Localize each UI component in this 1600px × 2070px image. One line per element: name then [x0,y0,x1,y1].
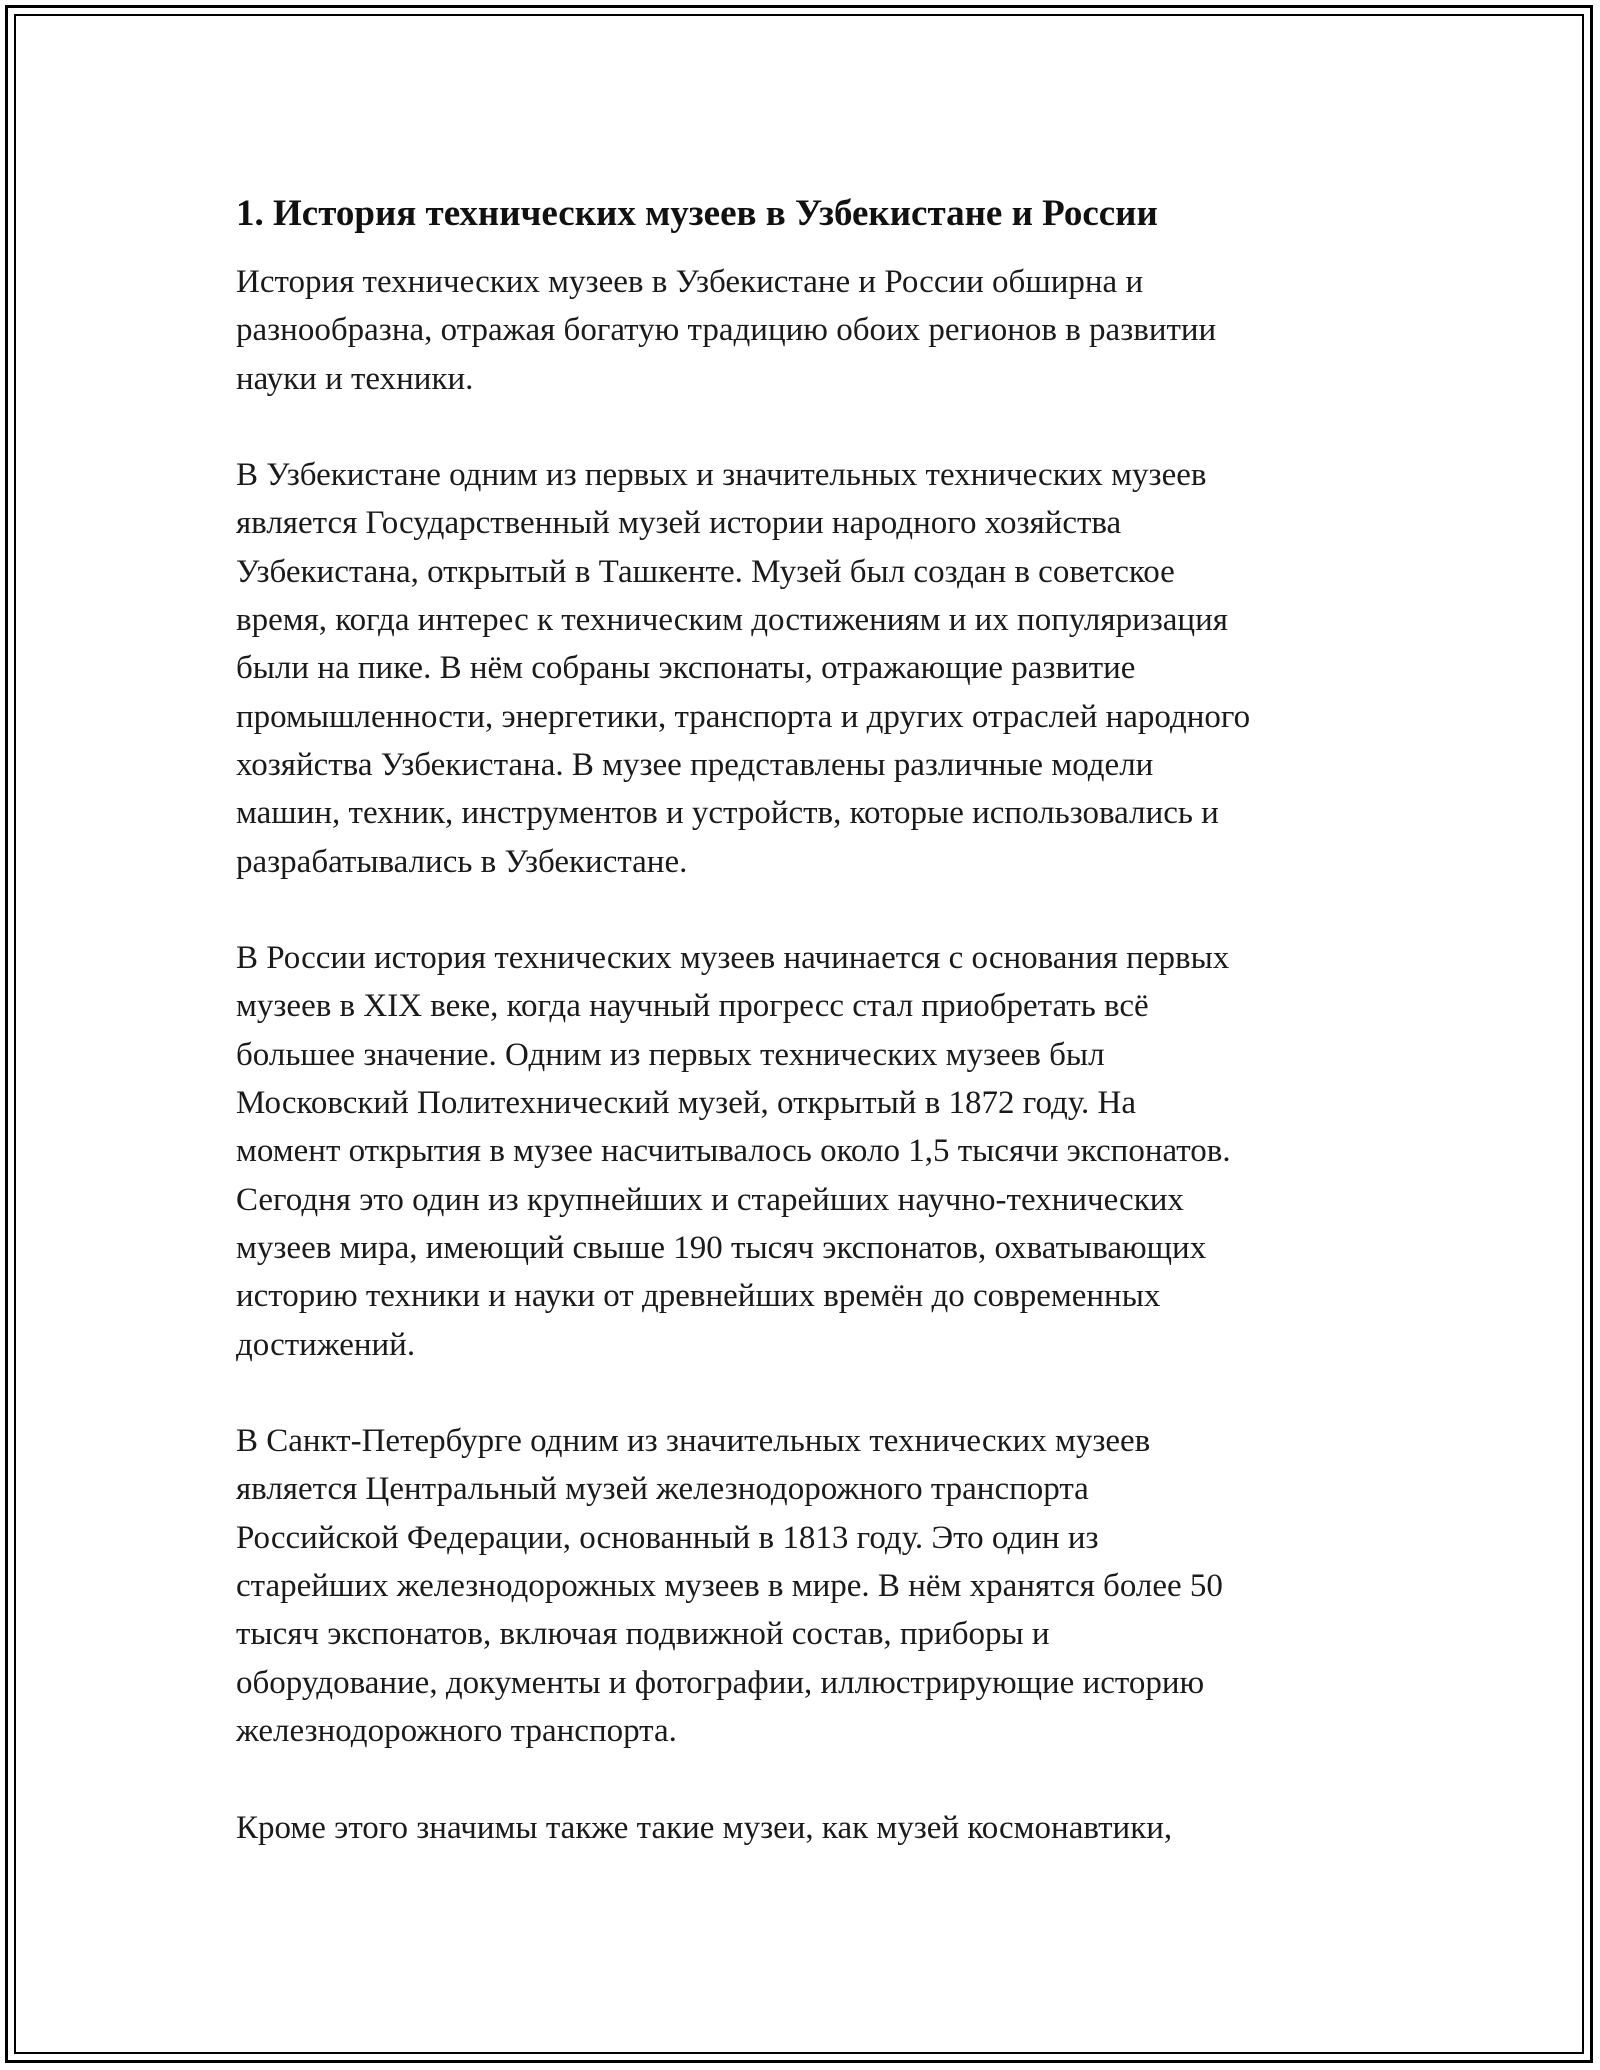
text-line: разрабатывались в Узбекистане. [236,843,688,880]
text-line: Московский Политехнический музей, открытый в 1872 году. На [236,1085,1137,1122]
paragraph-russia [236,934,1376,1369]
text-line: Кроме этого значимы также такие музеи, как музей космонавтики, [236,1809,1173,1846]
text-line: хозяйства Узбекистана. В музее представлены различные модели [236,746,1154,783]
text-line: науки и техники. [236,360,474,397]
text-line: разнообразна, отражая богатую традицию обоих регионов в развитии [236,312,1217,349]
text-line: Узбекистана, открытый в Ташкенте. Музей был создан в советское [236,553,1175,590]
section-heading: 1. История технических музеев в Узбекистане и России [236,193,1158,234]
text-line: оборудование, документы и фотографии, иллюстрирующие историю [236,1664,1205,1701]
text-line: старейших железнодорожных музеев в мире. В нём хранятся более 50 [236,1568,1223,1605]
text-line: момент открытия в музее насчитывалось около 1,5 тысячи экспонатов. [236,1133,1231,1170]
text-line: большее значение. Одним из первых технических музеев был [236,1036,1105,1073]
text-line: тысяч экспонатов, включая подвижной состав, приборы и [236,1616,1050,1653]
text-line: В Узбекистане одним из первых и значительных технических музеев [236,457,1207,494]
text-line: Сегодня это один из крупнейших и старейших научно-технических [236,1181,1184,1218]
text-line: В России история технических музеев начинается с основания первых [236,940,1230,977]
text-line: машин, техник, инструментов и устройств, которые использовались и [236,795,1219,832]
text-line: В Санкт-Петербурге одним из значительных технических музеев [236,1423,1151,1460]
text-line: является Центральный музей железнодорожного транспорта [236,1471,1089,1508]
text-line: промышленности, энергетики, транспорта и других отраслей народного [236,698,1251,735]
text-line: музеев мира, имеющий свыше 190 тысяч экспонатов, охватывающих [236,1229,1207,1266]
text-line: История технических музеев в Узбекистане и России обширна и [236,264,1144,300]
paragraph-intro [236,258,1376,403]
text-line: Российской Федерации, основанный в 1813 году. Это один из [236,1519,1099,1556]
text-line: историю техники и науки от древнейших времён до современных [236,1278,1161,1315]
text-line: железнодорожного транспорта. [236,1712,677,1749]
text-line: были на пике. В нём собраны экспонаты, отражающие развитие [236,650,1136,687]
document-body [236,186,1376,1900]
paragraph-saint-petersburg [236,1417,1376,1755]
text-line: музеев в XIX веке, когда научный прогресс стал приобретать всё [236,988,1149,1025]
text-line: время, когда интерес к техническим достижениям и их популяризация [236,602,1228,639]
paragraph-uzbekistan [236,451,1376,886]
text-line: является Государственный музей истории народного хозяйства [236,505,1122,542]
paragraph-other-museums [236,1804,1376,1852]
text-line: достижений. [236,1326,416,1363]
